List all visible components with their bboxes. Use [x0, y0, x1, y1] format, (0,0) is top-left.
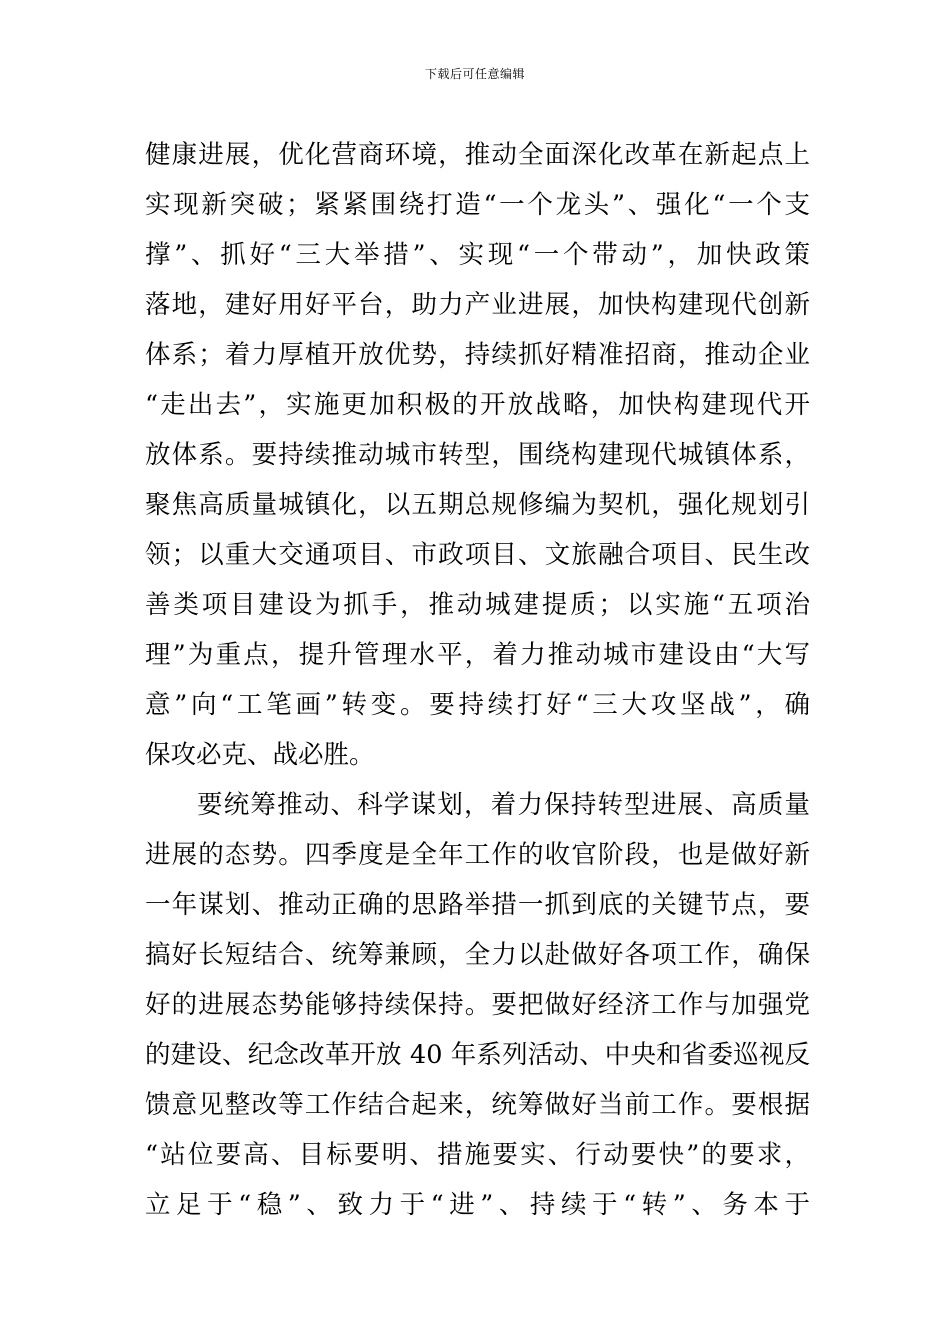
paragraph-end-line: 保攻必克、战必胜。: [145, 740, 375, 770]
text-line: 撑”、抓好“三大举措”、实现“一个带动”，加快政策: [145, 240, 810, 270]
download-note: 下载后可任意编辑: [424, 67, 525, 81]
text-line: 馈意见整改等工作结合起来，统筹做好当前工作。要根据: [145, 1090, 810, 1120]
paragraph-start-line: 要统筹推动、科学谋划，着力保持转型进展、高质量: [197, 790, 810, 820]
text-line: 放体系。要持续推动城市转型，围绕构建现代城镇体系，: [145, 440, 810, 470]
text-line: 理”为重点，提升管理水平，着力推动城市建设由“大写: [145, 640, 810, 670]
text-line: 意”向“工笔画”转变。要持续打好“三大攻坚战”，确: [145, 690, 810, 720]
text-line: “站位要高、目标要明、措施要实、行动要快”的要求，: [145, 1140, 810, 1170]
text-line: 一年谋划、推动正确的思路举措一抓到底的关键节点，要: [145, 890, 810, 920]
text-line: 好的进展态势能够持续保持。要把做好经济工作与加强党: [145, 990, 810, 1020]
text-line: 善类项目建设为抓手，推动城建提质；以实施“五项治: [145, 590, 810, 620]
text-line: 领；以重大交通项目、市政项目、文旅融合项目、民生改: [145, 540, 810, 570]
text-line: 的建设、纪念改革开放 40 年系列活动、中央和省委巡视反: [145, 1040, 810, 1070]
text-line: 实现新突破；紧紧围绕打造“一个龙头”、强化“一个支: [145, 190, 810, 220]
text-line: “走出去”，实施更加积极的开放战略，加快构建现代开: [145, 390, 810, 420]
text-line: 落地，建好用好平台，助力产业进展，加快构建现代创新: [145, 290, 810, 320]
text-line: 立足于“稳”、致力于“进”、持续于“转”、务本于: [145, 1190, 810, 1220]
text-line: 体系；着力厚植开放优势，持续抓好精准招商，推动企业: [145, 340, 810, 370]
document-body: [145, 130, 810, 1230]
text-line: 聚焦高质量城镇化，以五期总规修编为契机，强化规划引: [145, 490, 810, 520]
text-line: 进展的态势。四季度是全年工作的收官阶段，也是做好新: [145, 840, 810, 870]
text-line: 搞好长短结合、统筹兼顾，全力以赴做好各项工作，确保: [145, 940, 810, 970]
text-line: 健康进展，优化营商环境，推动全面深化改革在新起点上: [145, 140, 810, 170]
